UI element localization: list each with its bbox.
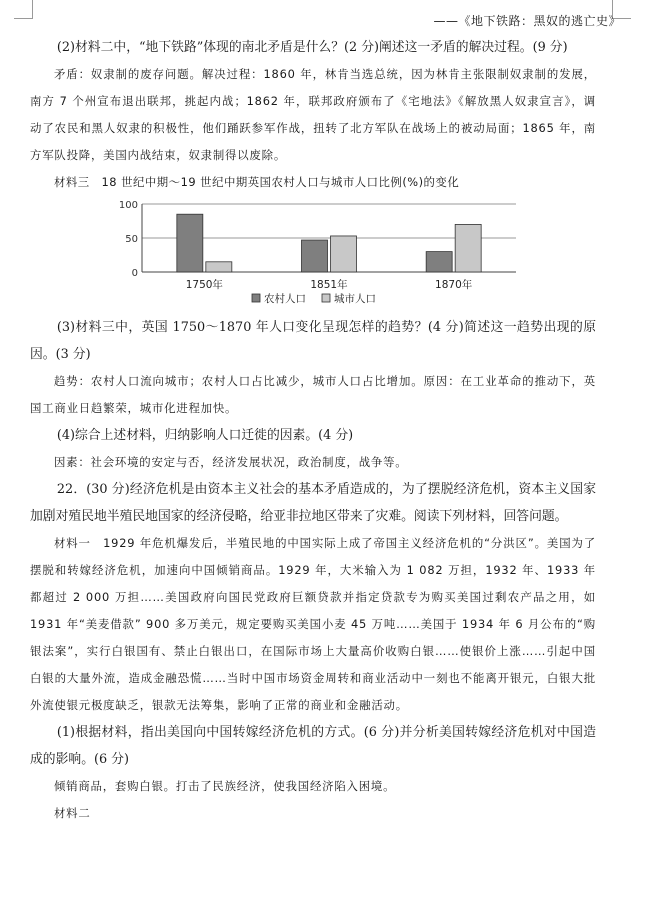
y-tick-label: 100 [118,200,138,211]
y-tick-label: 50 [125,234,138,245]
bar-urban [455,224,481,272]
material-1: 材料一 1929 年危机爆发后，半殖民地的中国实际上成了帝国主义经济危机的“分洪区”。美国为了摆脱和转嫁经济危机，加速向中国倾销商品。1929 年，大米输入为 1 082 万担，1932 年、1933 年都超过 2 000 万担……美国政府向国民党政府巨额贷款并指定贷款专为购买美国过剩农产品之用，如 1931 年“美麦借款” 900 多万美元，规定要购买美国小麦 45 万吨……美国于 1934 年 6 月公布的“购银法案”，实行白银国有、禁止白银出口，在国际市场上大量高价收购白银……使银价上涨……引起中国白银的大量外流，造成金融恐慌……当时中国市场资金周转和商业活动中一刻也不能离开银元，白银大批外流使银元极度缺乏，银款无法筹集，影响了正常的商业和金融活动。 [30,536,596,712]
question-22-intro: 22．(30 分)经济危机是由资本主义社会的基本矛盾造成的，为了摆脱经济危机，资本主义国家加剧对殖民地半殖民地国家的经济侵略，给亚非拉地区带来了灾难。阅读下列材料，回答问题。 [30,482,596,524]
x-tick-label: 1750年 [185,279,223,291]
chart-caption: 材料三 18 世纪中期～19 世纪中期英国农村人口与城市人口比例(%)的变化 [53,175,460,189]
legend-label: 城市人口 [334,293,376,305]
document-body [30,34,596,827]
answer-2: 矛盾：奴隶制的废存问题。解决过程：1860 年，林肯当选总统，因为林肯主张限制奴隶制的发展，南方 7 个州宣布退出联邦，挑起内战；1862 年，联邦政府颁布了《宅地法》《解放黑人奴隶宣言》，调动了农民和黑人奴隶的积极性，他们踊跃参军作战，扭转了北方军队在战场上的被动局面；1865 年，南方军队投降，美国内战结束，奴隶制得以废除。 [30,67,596,162]
bar-urban [331,236,357,272]
question-22-1: (1)根据材料，指出美国向中国转嫁经济危机的方式。(6 分)并分析美国转嫁经济危机对中国造成的影响。(6 分) [30,725,596,767]
question-4: (4)综合上述材料，归纳影响人口迁徙的因素。(4 分) [56,428,354,443]
bar-urban [206,262,232,272]
material-2-label: 材料二 [53,806,91,820]
answer-4: 因素：社会环境的安定与否，经济发展状况，政治制度，战争等。 [53,455,408,469]
bar-rural [426,252,452,272]
question-2: (2)材料二中，“地下铁路”体现的南北矛盾是什么？(2 分)阐述这一矛盾的解决过程。(9 分) [56,40,568,55]
legend-swatch [322,294,330,302]
y-tick-label: 0 [131,268,138,279]
bar-rural [302,240,328,272]
answer-22-1: 倾销商品，套购白银。打击了民族经济，使我国经济陷入困境。 [53,779,396,793]
running-header: ——《地下铁路：黑奴的逃亡史》 [433,14,621,28]
x-tick-label: 1851年 [310,279,348,291]
population-chart [30,198,596,314]
x-tick-label: 1870年 [435,279,473,291]
legend-swatch [252,294,260,302]
bar-rural [177,214,203,272]
legend-label: 农村人口 [264,293,306,305]
crop-mark-top-left [14,0,33,19]
question-3: (3)材料三中，英国 1750～1870 年人口变化呈现怎样的趋势？(4 分)简述这一趋势出现的原因。(3 分) [30,320,596,362]
answer-3: 趋势：农村人口流向城市；农村人口占比减少，城市人口占比增加。原因：在工业革命的推动下，英国工商业日趋繁荣，城市化进程加快。 [30,374,596,415]
population-chart-svg [30,198,596,314]
